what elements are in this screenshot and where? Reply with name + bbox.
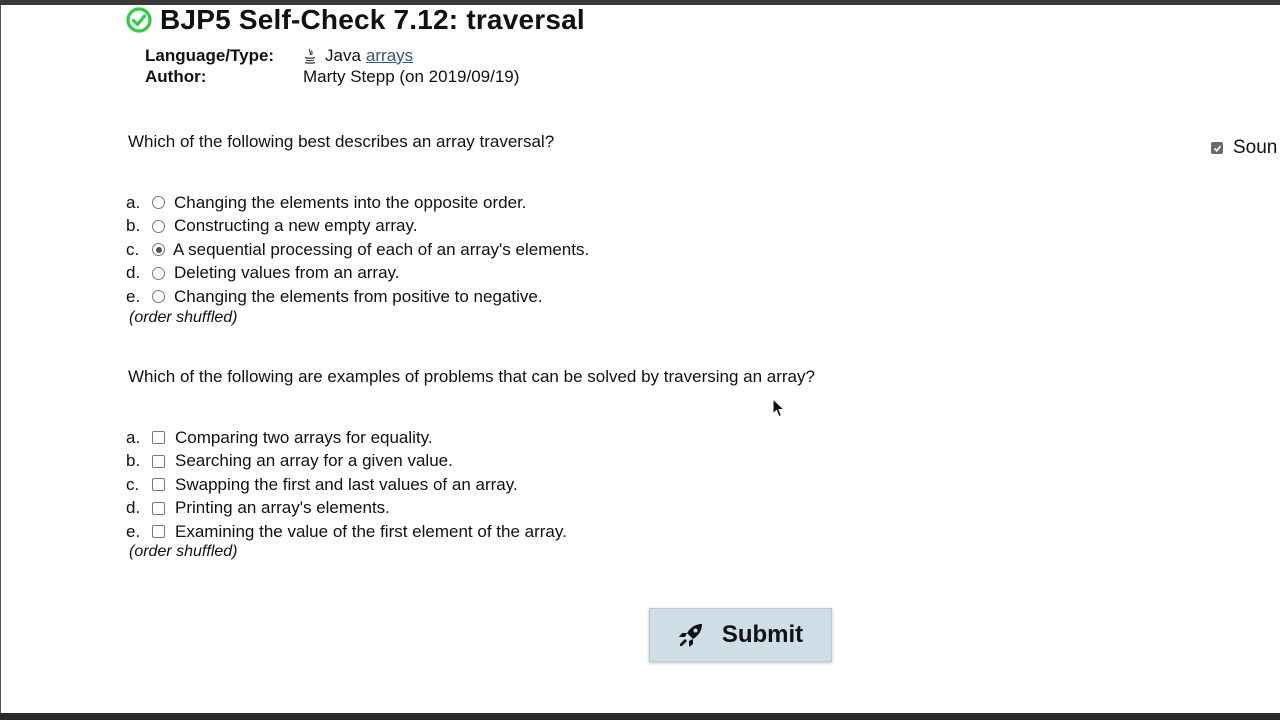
language-label: Language/Type: (145, 45, 275, 65)
answer-text: Swapping the first and last values of an array. (175, 474, 518, 494)
author-label: Author: (145, 66, 207, 86)
submit-button[interactable] (649, 608, 832, 662)
q1-answer-b[interactable] (126, 215, 589, 239)
window-left-border (0, 5, 1, 713)
checkmark-icon (1213, 144, 1222, 153)
question-1-answers (126, 191, 589, 309)
mouse-cursor-icon (772, 398, 785, 418)
q1-radio-e[interactable] (152, 290, 165, 303)
answer-text: A sequential processing of each of an array's elements. (173, 239, 590, 259)
page-title: BJP5 Self-Check 7.12: traversal (160, 4, 585, 35)
author-value: Marty Stepp (on 2019/09/19) (303, 66, 520, 86)
answer-letter: a. (126, 192, 141, 212)
q1-radio-b[interactable] (152, 220, 165, 233)
answer-letter: e. (126, 286, 141, 306)
type-link-arrays[interactable]: arrays (365, 45, 414, 65)
q2-checkbox-d[interactable] (152, 502, 165, 515)
java-icon (303, 48, 317, 64)
q2-answer-a[interactable] (126, 426, 567, 450)
language-text: Java (325, 45, 361, 65)
answer-letter: a. (126, 427, 141, 447)
q2-answer-b[interactable] (126, 450, 567, 474)
answer-text: Comparing two arrays for equality. (175, 427, 433, 447)
answer-text: Examining the value of the first element of the array. (175, 521, 567, 541)
answer-letter: e. (126, 521, 141, 541)
sound-checkbox[interactable] (1211, 142, 1223, 154)
answer-text: Constructing a new empty array. (174, 216, 418, 236)
question-2-prompt: Which of the following are examples of problems that can be solved by traversing an array? (128, 367, 815, 386)
answer-letter: b. (126, 216, 141, 236)
rocket-icon (678, 622, 704, 648)
q1-radio-c[interactable] (152, 243, 165, 256)
q2-checkbox-e[interactable] (152, 525, 165, 538)
q1-radio-d[interactable] (152, 267, 165, 280)
answer-text: Deleting values from an array. (174, 263, 400, 283)
q2-checkbox-a[interactable] (152, 431, 165, 444)
question-2-answers (126, 426, 567, 544)
q2-checkbox-c[interactable] (152, 478, 165, 491)
q2-answer-c[interactable] (126, 473, 567, 497)
meta-author-row (145, 66, 519, 87)
language-value (303, 46, 413, 66)
answer-letter: c. (126, 239, 140, 259)
q2-answer-d[interactable] (126, 497, 567, 521)
q1-answer-a[interactable] (126, 191, 589, 215)
q1-answer-c[interactable] (126, 238, 589, 262)
answer-letter: d. (126, 263, 141, 283)
q2-order-note: (order shuffled) (129, 543, 238, 560)
q2-answer-e[interactable] (126, 520, 567, 544)
answer-letter: c. (126, 474, 140, 494)
answer-text: Changing the elements from positive to negative. (174, 286, 543, 306)
q1-order-note: (order shuffled) (129, 309, 238, 326)
solved-check-icon (126, 7, 152, 33)
answer-letter: d. (126, 498, 141, 518)
meta-language-row (145, 45, 519, 66)
taskbar-strip (0, 713, 1280, 720)
answer-text: Printing an array's elements. (175, 498, 390, 518)
problem-meta (145, 45, 519, 87)
question-1-prompt: Which of the following best describes an array traversal? (128, 132, 555, 151)
answer-letter: b. (126, 451, 141, 471)
submit-label: Submit (721, 621, 804, 648)
answer-text: Changing the elements into the opposite order. (174, 192, 527, 212)
q1-answer-e[interactable] (126, 285, 589, 309)
q2-checkbox-b[interactable] (152, 455, 165, 468)
sound-toggle[interactable] (1211, 137, 1277, 159)
q1-radio-a[interactable] (152, 196, 165, 209)
q1-answer-d[interactable] (126, 262, 589, 286)
answer-text: Searching an array for a given value. (175, 451, 453, 471)
sound-label: Soun (1233, 137, 1278, 158)
problem-title-row (126, 2, 585, 38)
